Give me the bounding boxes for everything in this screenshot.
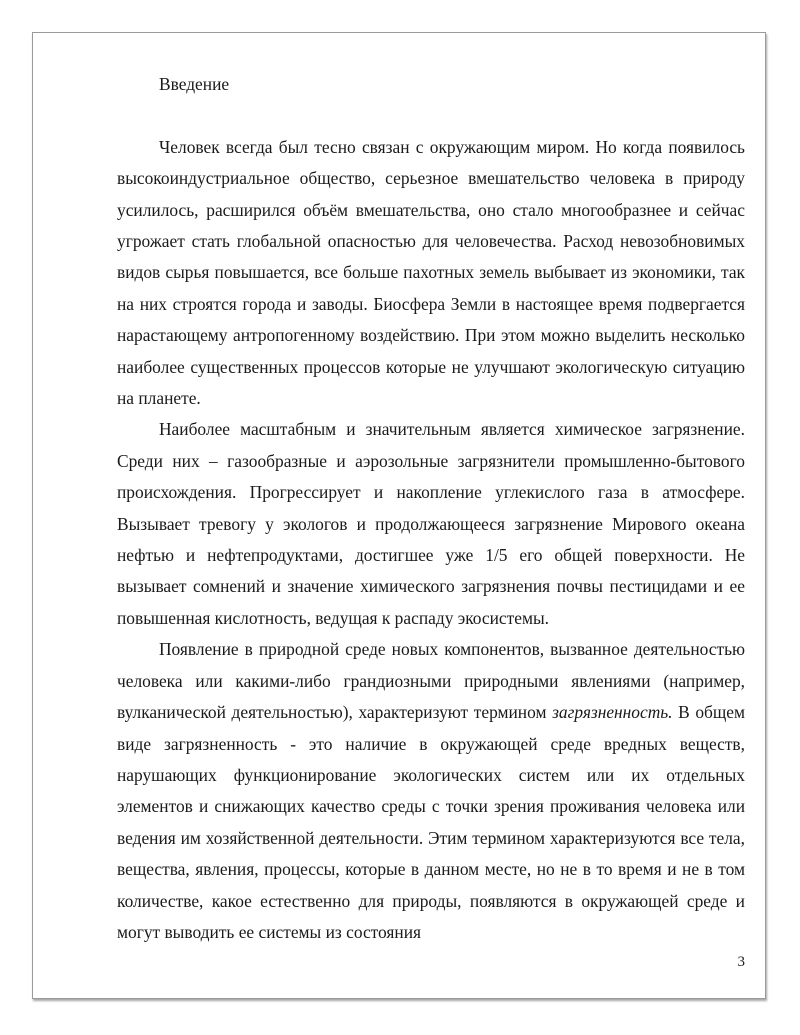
paragraph-3 bbox=[117, 634, 745, 948]
paragraph-1: Человек всегда был тесно связан с окружающим миром. Но когда появилось высокоиндустриальное общество, серьезное вмешательство человека в природу усилилось, расширился объём вмешательства, оно стало многообразнее и сейчас угрожает стать глобальной опасностью для человечества. Расход невозобновимых видов сырья повышается, все больше пахотных земель выбывает из экономики, так на них строятся города и заводы. Биосфера Земли в настоящее время подвергается нарастающему антропогенному воздействию. При этом можно выделить несколько наиболее существенных процессов которые не улучшают экологическую ситуацию на планете. bbox=[117, 136, 745, 409]
page-content bbox=[117, 69, 745, 948]
paragraph-2: Наиболее масштабным и значительным является химическое загрязнение. Среди них – газообразные и аэрозольные загрязнители промышленно-бытового происхождения. Прогрессирует и накопление углекислого газа в атмосфере. Вызывает тревогу у экологов и продолжающееся загрязнение Мирового океана нефтью и нефтепродуктами, достигшее уже 1/5 его общей поверхности. Не вызывает сомнений и значение химического загрязнения почвы пестицидами и ее повышенная кислотность, ведущая к распаду экосистемы. bbox=[117, 419, 745, 628]
blank-line bbox=[117, 100, 745, 131]
italic-term: загрязненность. bbox=[552, 702, 673, 723]
section-heading: Введение bbox=[159, 74, 230, 94]
document-page bbox=[32, 32, 766, 999]
paragraph-3-text-before: Появление в природной среде новых компонентов, вызванное деятельностью человека или какими-либо грандиозными природными явлениями (например, вулканической деятельностью), характеризуют термином bbox=[117, 639, 745, 723]
paragraph-3-text-after: В общем виде загрязненность - это наличие в окружающей среде вредных веществ, нарушающих функционирование экологических систем или их отдельных элементов и снижающих качество среды с точки зрения проживания человека или ведения им хозяйственной деятельности. Этим термином характеризуются все тела, вещества, явления, процессы, которые в данном месте, но не в то время и не в том количестве, какое естественно для природы, появляются в окружающей среде и могут выводить ее системы из состояния bbox=[117, 702, 745, 942]
page-number: 3 bbox=[737, 954, 745, 970]
